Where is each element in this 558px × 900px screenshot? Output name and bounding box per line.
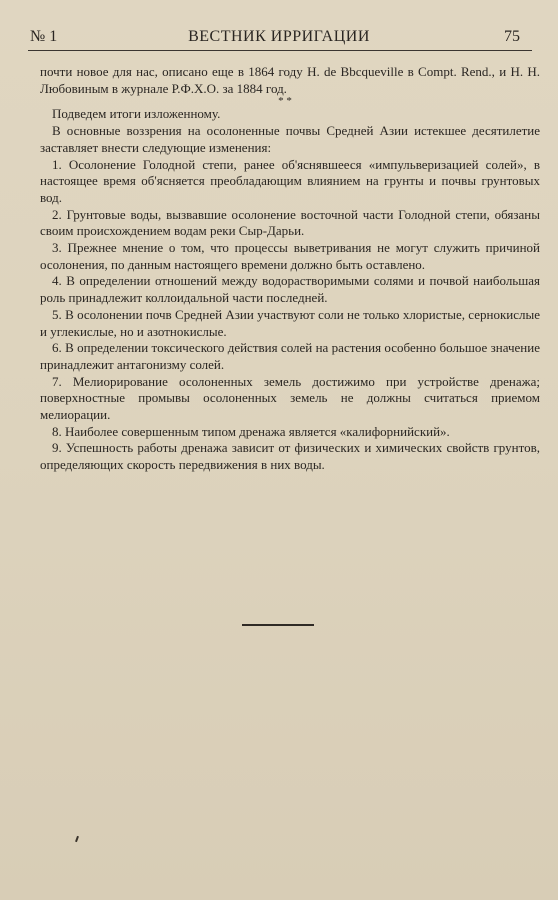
list-item: 6. В определении токсического действия солей на растения особенно большое значение принадлежит антагонизму солей.	[40, 340, 540, 372]
page-number: 75	[504, 28, 520, 45]
summary-heading: Подведем итоги изложенному.	[52, 106, 221, 122]
body-text	[40, 64, 540, 474]
list-item: 4. В определении отношений между водорастворимыми солями и почвой наибольшая роль принадлежит коллоидальной части последней.	[40, 273, 540, 306]
intro-paragraph: почти новое для нас, описано еще в 1864 году H. de Bbcqueville в Compt. Rend., и Н. Н. Любовиным в журнале Р.Ф.Х.О. за 1884 год.	[40, 64, 540, 96]
end-rule	[242, 624, 314, 626]
list-item: 9. Успешность работы дренажа зависит от физических и химических свойств грунтов, определяющих скорость передвижения в них воды.	[40, 440, 540, 473]
journal-title: ВЕСТНИК ИРРИГАЦИИ	[188, 28, 370, 45]
list-item: 2. Грунтовые воды, вызвавшие осолонение восточной части Голодной степи, обязаны своим происхождением водам реки Сыр-Дарьи.	[40, 206, 540, 239]
list-item: 5. В осолонении почв Средней Азии участвуют соли не только хлористые, сернокислые и углекислые, но и азотнокислые.	[40, 306, 540, 339]
list-item: 1. Осолонение Голодной степи, ранее об'яснявшееся «импульверизацией солей», в настоящее время об'ясняется преобладающим влиянием на грунты и почвы грунтовых вод.	[40, 156, 540, 205]
header-rule	[28, 50, 532, 51]
issue-number: № 1	[30, 28, 58, 45]
ink-speck	[75, 836, 79, 842]
list-item: 8. Наиболее совершенным типом дренажа является «калифорнийский».	[52, 423, 450, 439]
lead-paragraph: В основные воззрения на осолоненные почвы Средней Азии истекшее десятилетие заставляет внести следующие изменения:	[40, 123, 540, 155]
section-separator: * *	[278, 95, 292, 108]
list-item: 3. Прежнее мнение о том, что процессы выветривания не могут служить причиной осолонения, по данным настоящего времени должно быть оставлено.	[40, 240, 540, 272]
running-header	[30, 28, 528, 50]
list-item: 7. Мелиорирование осолоненных земель достижимо при устройстве дренажа; поверхностные промывы осолоненных земель не должны считаться приемом мелиорации.	[40, 373, 540, 423]
